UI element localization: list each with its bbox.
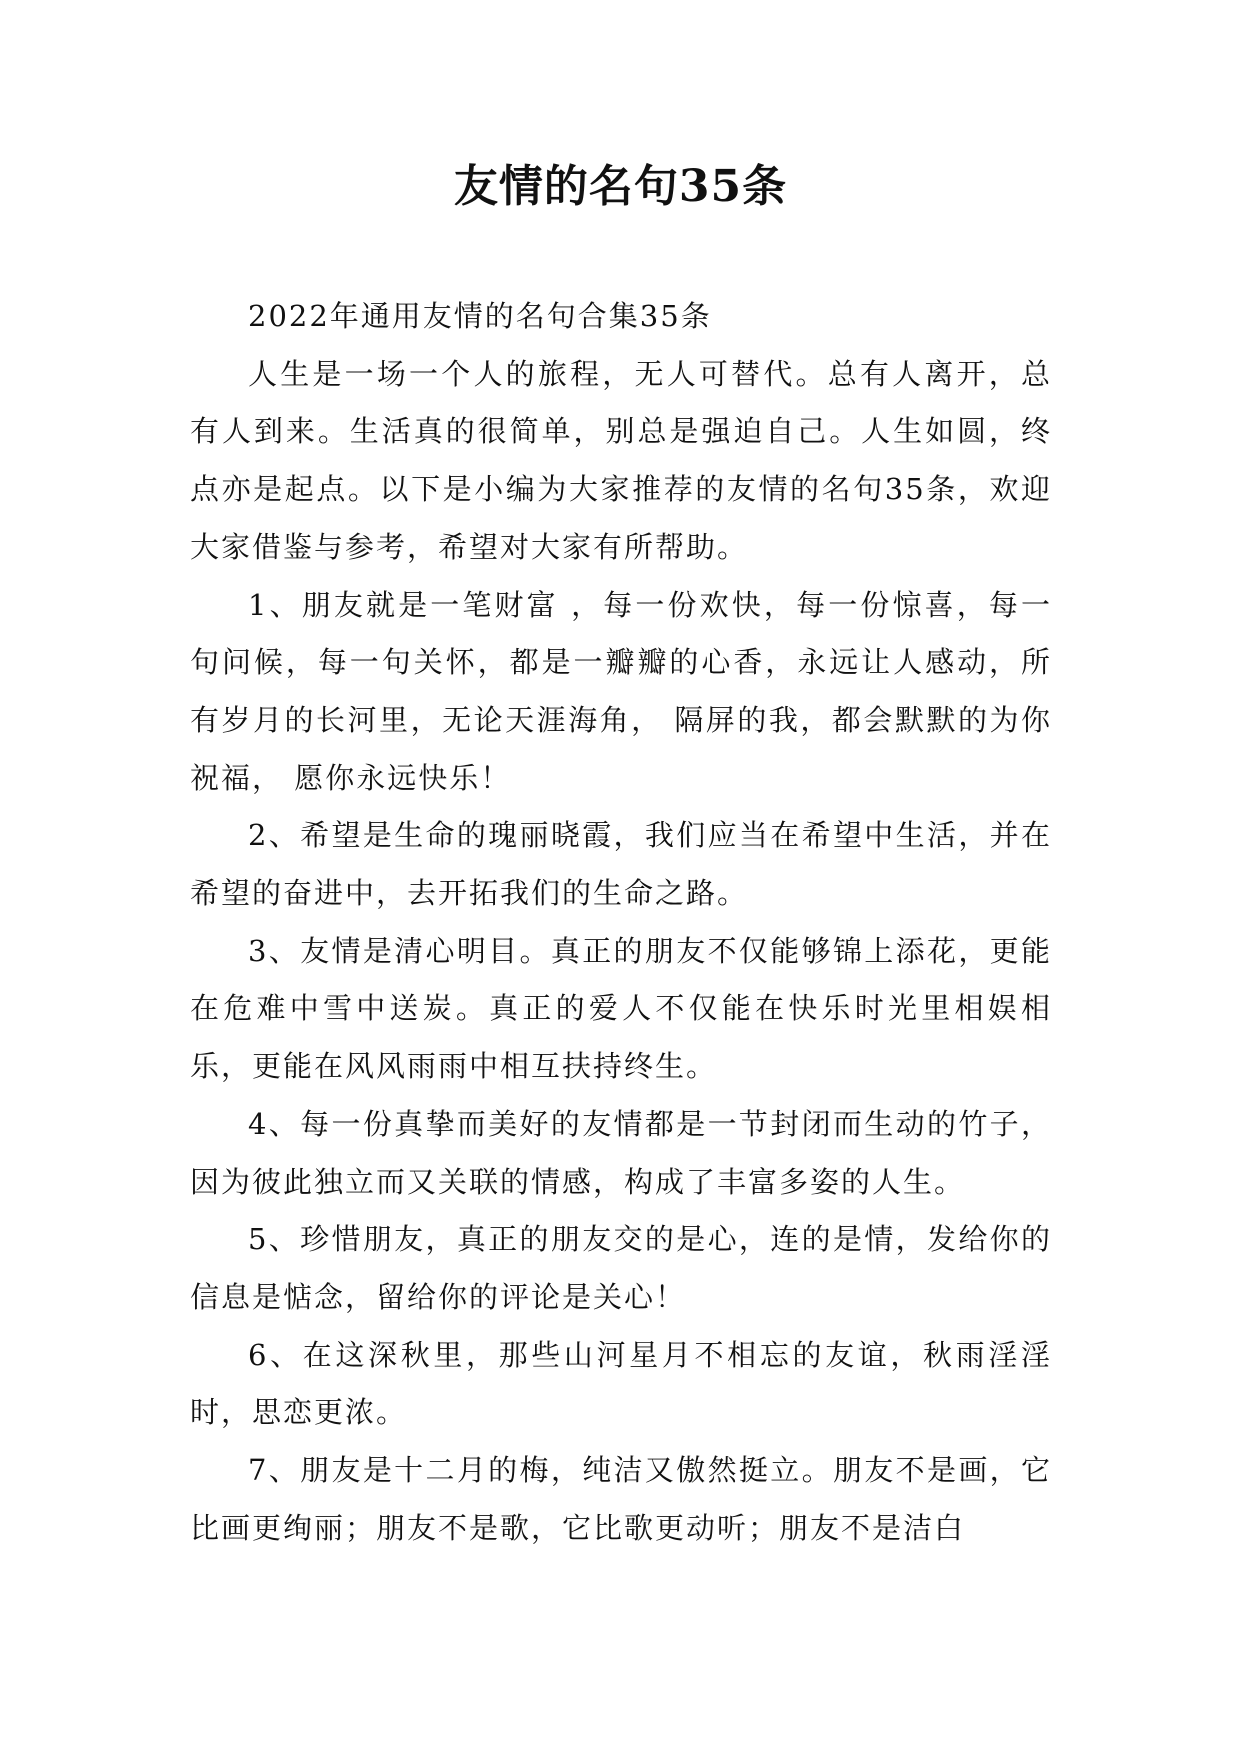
quote-paragraph-4: 4、每一份真挚而美好的友情都是一节封闭而生动的竹子，因为彼此独立而又关联的情感，构成了丰富多姿的人生。 bbox=[190, 1106, 1052, 1199]
quote-paragraph-7: 7、朋友是十二月的梅，纯洁又傲然挺立。朋友不是画，它比画更绚丽；朋友不是歌，它比歌更动听；朋友不是洁白 bbox=[190, 1453, 1052, 1545]
subtitle-paragraph: 2022年通用友情的名句合集35条 bbox=[248, 299, 712, 333]
quote-paragraph-5: 5、珍惜朋友，真正的朋友交的是心，连的是情，发给你的信息是惦念，留给你的评论是关心！ bbox=[190, 1222, 1052, 1314]
quote-paragraph-6: 6、在这深秋里，那些山河星月不相忘的友谊，秋雨淫淫时，思恋更浓。 bbox=[190, 1337, 1052, 1430]
intro-paragraph: 人生是一场一个人的旅程，无人可替代。总有人离开，总有人到来。生活真的很简单，别总是强迫自己。人生如圆，终点亦是起点。以下是小编为大家推荐的友情的名句35条，欢迎大家借鉴与参考，希望对大家有所帮助。 bbox=[190, 356, 1052, 564]
quote-paragraph-3: 3、友情是清心明目。真正的朋友不仅能够锦上添花，更能在危难中雪中送炭。真正的爱人不仅能在快乐时光里相娱相乐，更能在风风雨雨中相互扶持终生。 bbox=[190, 933, 1052, 1084]
quote-paragraph-1: 1、朋友就是一笔财富 ，每一份欢快，每一份惊喜，每一句问候，每一句关怀，都是一瓣瓣的心香，永远让人感动，所有岁月的长河里，无论天涯海角， 隔屏的我，都会默默的为你祝福， 愿你永远快乐！ bbox=[190, 587, 1052, 795]
document-body bbox=[190, 288, 1052, 1557]
document-title: 友情的名句35条 bbox=[453, 161, 788, 212]
quote-paragraph-2: 2、希望是生命的瑰丽晓霞，我们应当在希望中生活，并在希望的奋进中，去开拓我们的生命之路。 bbox=[190, 818, 1052, 911]
